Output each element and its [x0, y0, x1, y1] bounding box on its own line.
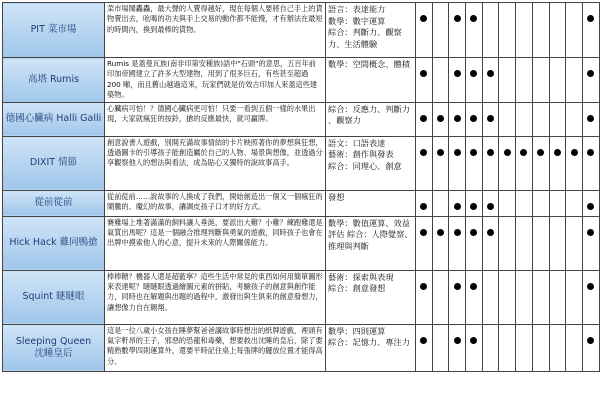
- game-description: 心臟病可怕！？德國心臟病更可怕！只要一看到五個一樣的水果出現，大家就瘋狂的按鈴，搶的反應最快，就可贏牌。: [105, 102, 326, 136]
- dot-cell: [466, 58, 483, 103]
- dot-cell: [432, 190, 449, 216]
- game-skills: 數學：空間概念、體積: [326, 58, 416, 103]
- dot-cell: [482, 190, 499, 216]
- filled-dot-icon: [470, 203, 477, 210]
- game-row: [3, 136, 600, 190]
- dot-cell: [566, 136, 583, 190]
- filled-dot-icon: [454, 229, 461, 236]
- dot-cell: [432, 58, 449, 103]
- game-skills: 綜合：反應力、判斷力 、觀察力: [326, 102, 416, 136]
- filled-dot-icon: [587, 115, 594, 122]
- filled-dot-icon: [470, 115, 477, 122]
- dot-cell: [449, 3, 466, 58]
- filled-dot-icon: [420, 337, 427, 344]
- filled-dot-icon: [487, 70, 494, 77]
- dot-cell: [566, 324, 583, 371]
- game-name-cell: [3, 136, 105, 190]
- dot-cell: [499, 190, 516, 216]
- dot-cell: [532, 324, 549, 371]
- dot-cell: [516, 324, 533, 371]
- filled-dot-icon: [420, 203, 427, 210]
- dot-cell: [516, 58, 533, 103]
- filled-dot-icon: [454, 115, 461, 122]
- filled-dot-icon: [587, 15, 594, 22]
- game-row: [3, 58, 600, 103]
- filled-dot-icon: [487, 149, 494, 156]
- dot-cell: [432, 102, 449, 136]
- game-description: 這是一位八歲小女孩在睡夢幫爸爸講故事時想出的紙牌遊戲，裡頭有氣字軒昂的王子，邪惡的恐龍和毒藥，想要救出沈睡的皇后，除了要精熟數學四則運算外，還要平時記住桌上每張牌的擺放位置才能得高分。: [105, 324, 326, 371]
- dot-cell: [416, 136, 433, 190]
- filled-dot-icon: [587, 203, 594, 210]
- dot-cell: [582, 216, 599, 270]
- dot-cell: [416, 58, 433, 103]
- filled-dot-icon: [470, 337, 477, 344]
- dot-cell: [449, 58, 466, 103]
- filled-dot-icon: [470, 229, 477, 236]
- dot-cell: [516, 270, 533, 324]
- game-name-cell: [3, 216, 105, 270]
- game-row: [3, 216, 600, 270]
- dot-cell: [549, 190, 566, 216]
- game-name: 高塔 Rumis: [27, 73, 80, 85]
- dot-cell: [416, 102, 433, 136]
- dot-cell: [532, 3, 549, 58]
- dot-cell: [482, 58, 499, 103]
- dot-cell: [416, 216, 433, 270]
- dot-cell: [449, 216, 466, 270]
- filled-dot-icon: [587, 149, 594, 156]
- game-name-cell: [3, 190, 105, 216]
- game-name: Hick Hack 雞同鴨搶: [9, 237, 98, 249]
- filled-dot-icon: [470, 149, 477, 156]
- dot-cell: [532, 270, 549, 324]
- dot-cell: [432, 324, 449, 371]
- dot-cell: [449, 270, 466, 324]
- filled-dot-icon: [587, 337, 594, 344]
- dot-cell: [582, 136, 599, 190]
- dot-cell: [582, 270, 599, 324]
- dot-cell: [416, 190, 433, 216]
- filled-dot-icon: [454, 15, 461, 22]
- dot-cell: [482, 136, 499, 190]
- filled-dot-icon: [437, 115, 444, 122]
- filled-dot-icon: [454, 337, 461, 344]
- filled-dot-icon: [420, 283, 427, 290]
- dot-cell: [549, 324, 566, 371]
- dot-cell: [482, 324, 499, 371]
- game-skills: 數學：四則運算 綜合：記憶力、專注力: [326, 324, 416, 371]
- dot-cell: [516, 102, 533, 136]
- dot-cell: [549, 102, 566, 136]
- dot-cell: [499, 58, 516, 103]
- dot-cell: [499, 102, 516, 136]
- game-description: 賽雞場上堆著滿滿的飼料讓人垂涎，要派出大雞？小雞？練跑雞還是氣質出馬呢？這是一個融合推理判斷與勇氣的遊戲，同時孩子也會在出牌中摸索他人的心意，提升未來的人際關係能力。: [105, 216, 326, 270]
- dot-cell: [466, 324, 483, 371]
- game-name-cell: [3, 270, 105, 324]
- dot-cell: [416, 270, 433, 324]
- dot-cell: [582, 190, 599, 216]
- dot-cell: [566, 190, 583, 216]
- dot-cell: [532, 102, 549, 136]
- game-description: 從前從前……說故事的人換成了我們，開始創造出一個又一個瘋狂的鬧騰的、魔幻的故事，讓調皮孩子口才的好方式。: [105, 190, 326, 216]
- game-description: 棒棒糖？機器人還是超藍寧？這些生活中常見的東西如何用簡單圖形來表達呢？瞇瞇眼透過繪圖元素的拼貼，考驗孩子的創意與創作能力，同時也在解題與出題的過程中，激發出與生俱來的創意發想力，讓想像力自在翱翔。: [105, 270, 326, 324]
- dot-cell: [466, 102, 483, 136]
- dot-cell: [449, 136, 466, 190]
- filled-dot-icon: [454, 70, 461, 77]
- dot-cell: [516, 3, 533, 58]
- game-row: [3, 324, 600, 371]
- filled-dot-icon: [487, 115, 494, 122]
- dot-cell: [566, 270, 583, 324]
- game-name: 從前從前: [34, 197, 73, 209]
- dot-cell: [549, 216, 566, 270]
- filled-dot-icon: [487, 229, 494, 236]
- filled-dot-icon: [470, 15, 477, 22]
- game-table: [2, 2, 600, 372]
- game-skills: 發想: [326, 190, 416, 216]
- dot-cell: [549, 58, 566, 103]
- filled-dot-icon: [487, 203, 494, 210]
- game-skills: 數學：數值運算、效益評估 綜合：人際覺察、推理與判斷: [326, 216, 416, 270]
- dot-cell: [532, 216, 549, 270]
- filled-dot-icon: [420, 229, 427, 236]
- filled-dot-icon: [587, 283, 594, 290]
- dot-cell: [416, 324, 433, 371]
- dot-cell: [499, 136, 516, 190]
- game-name: DIXIT 情節: [29, 157, 78, 169]
- dot-cell: [532, 58, 549, 103]
- game-row: [3, 270, 600, 324]
- dot-cell: [582, 58, 599, 103]
- dot-cell: [582, 3, 599, 58]
- dot-cell: [482, 3, 499, 58]
- filled-dot-icon: [454, 149, 461, 156]
- game-skills: 語文：口語表達 藝術：創作與發表 綜合：同理心、創意: [326, 136, 416, 190]
- filled-dot-icon: [420, 149, 427, 156]
- game-row: [3, 190, 600, 216]
- filled-dot-icon: [454, 203, 461, 210]
- game-name: Squint 瞇瞇眼: [22, 291, 85, 303]
- dot-cell: [466, 3, 483, 58]
- dot-cell: [499, 3, 516, 58]
- filled-dot-icon: [537, 149, 544, 156]
- game-description: 菜市場鬧轟轟，最大聲的人賣得越好，現在每個人要將自己手上的貨物賣出去，吆喝的功夫與手上交易的動作都不能慢，才有辦法在最短的時間內，換到最棒的貨物。: [105, 3, 326, 58]
- game-name: Sleeping Queen: [15, 335, 92, 347]
- filled-dot-icon: [454, 283, 461, 290]
- dot-cell: [466, 216, 483, 270]
- dot-cell: [416, 3, 433, 58]
- dot-cell: [482, 270, 499, 324]
- dot-cell: [499, 324, 516, 371]
- game-name: 沈睡皇后: [34, 347, 73, 359]
- dot-cell: [449, 102, 466, 136]
- dot-cell: [566, 216, 583, 270]
- filled-dot-icon: [437, 229, 444, 236]
- game-name-cell: [3, 3, 105, 58]
- filled-dot-icon: [420, 70, 427, 77]
- dot-cell: [532, 190, 549, 216]
- game-name-cell: [3, 58, 105, 103]
- filled-dot-icon: [520, 149, 527, 156]
- dot-cell: [582, 324, 599, 371]
- filled-dot-icon: [470, 283, 477, 290]
- dot-cell: [449, 190, 466, 216]
- filled-dot-icon: [437, 149, 444, 156]
- dot-cell: [466, 270, 483, 324]
- dot-cell: [549, 3, 566, 58]
- game-description: 創意說書人遊戲，別開充滿故事情結的卡片映照著你的夢想與狂想，透過圖卡的引導孩子能創造屬於自己的人物、場景與想像，並透過分享觀察他人的想法與看法，成為貼心又獨特的說故事高手。: [105, 136, 326, 190]
- dot-cell: [432, 216, 449, 270]
- dot-cell: [582, 102, 599, 136]
- game-row: [3, 3, 600, 58]
- dot-cell: [482, 216, 499, 270]
- dot-cell: [516, 190, 533, 216]
- dot-cell: [499, 270, 516, 324]
- dot-cell: [549, 136, 566, 190]
- dot-cell: [566, 3, 583, 58]
- game-name: 德國心臟病 Halli Galli: [5, 113, 102, 125]
- game-name-cell: [3, 102, 105, 136]
- game-skills: 藝術：探索與表現 綜合：創意發想: [326, 270, 416, 324]
- filled-dot-icon: [420, 15, 427, 22]
- dot-cell: [432, 136, 449, 190]
- dot-cell: [566, 102, 583, 136]
- game-name: PIT 菜市場: [30, 24, 77, 35]
- dot-cell: [449, 324, 466, 371]
- dot-cell: [432, 270, 449, 324]
- filled-dot-icon: [571, 149, 578, 156]
- filled-dot-icon: [587, 229, 594, 236]
- game-name-cell: [3, 324, 105, 371]
- dot-cell: [516, 136, 533, 190]
- dot-cell: [466, 190, 483, 216]
- filled-dot-icon: [504, 149, 511, 156]
- filled-dot-icon: [554, 149, 561, 156]
- game-row: [3, 102, 600, 136]
- filled-dot-icon: [420, 115, 427, 122]
- filled-dot-icon: [587, 70, 594, 77]
- dot-cell: [466, 136, 483, 190]
- dot-cell: [549, 270, 566, 324]
- dot-cell: [499, 216, 516, 270]
- dot-cell: [432, 3, 449, 58]
- game-description: Rumis 是蓋曼瓦族(南非印第安種族)語中"石頭"的意思，五百年前印加帝國建立了許多大型建物，用到了很多巨石，有些甚至超過 200 噸，而且舊山越過這來，玩家們就是仿效古印加人來蓋這些建築物。: [105, 58, 326, 103]
- filled-dot-icon: [470, 70, 477, 77]
- dot-cell: [566, 58, 583, 103]
- dot-cell: [516, 216, 533, 270]
- dot-cell: [482, 102, 499, 136]
- game-skills: 語言：表達能力 數學：數字運算 綜合：判斷力、觀察力、生活體驗: [326, 3, 416, 58]
- dot-cell: [532, 136, 549, 190]
